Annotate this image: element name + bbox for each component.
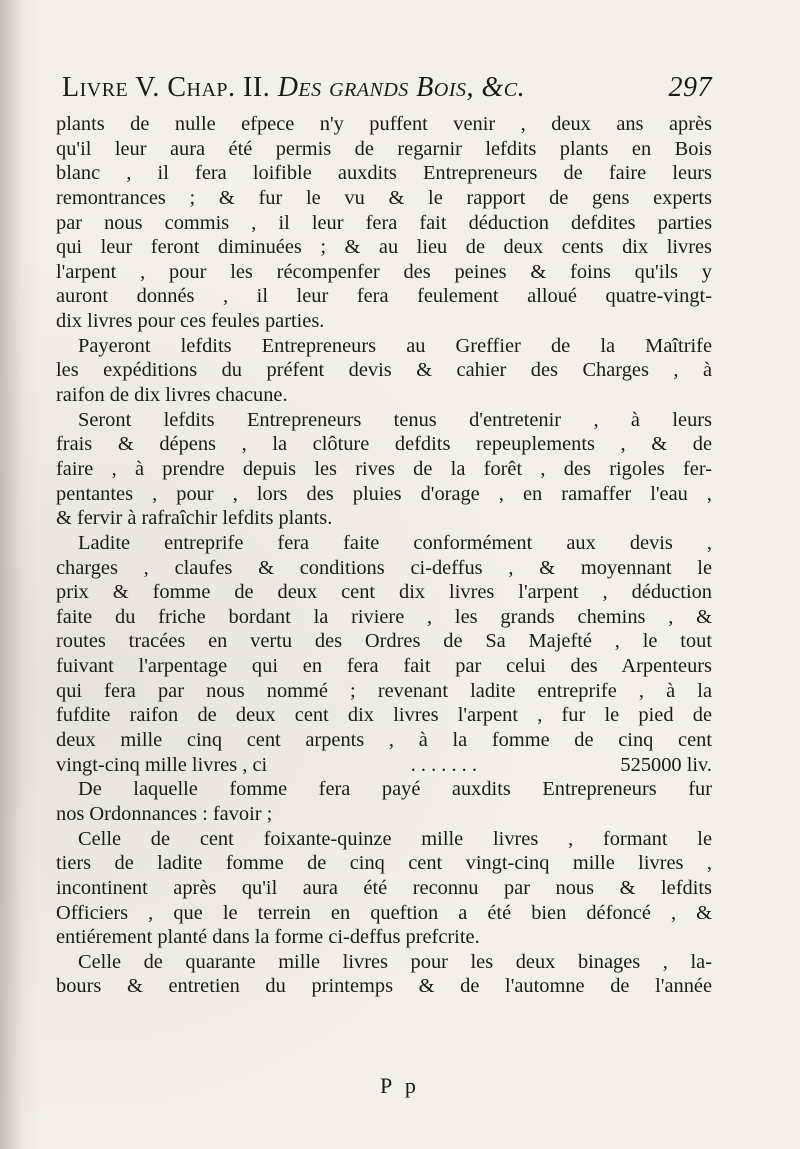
text-line: faire , à prendre depuis les rives de la forêt , des rigoles fer-	[56, 457, 712, 480]
total-amount: 525000 liv.	[620, 753, 712, 776]
text-line: Celle de quarante mille livres pour les deux binages , la-	[78, 950, 712, 973]
page-number: 297	[668, 72, 712, 103]
text-line: tiers de ladite fomme de cinq cent vingt-cinq mille livres ,	[56, 852, 712, 875]
body-lines-after-total	[56, 777, 712, 999]
text-line: routes tracées en vertu des Ordres de Sa Majefté , le tout	[56, 630, 712, 653]
body-text	[56, 112, 712, 999]
text-line: par nous commis , il leur fera fait déduction defdites parties	[56, 211, 712, 234]
text-line: fufdite raifon de deux cent dix livres l'arpent , fur le pied de	[56, 704, 712, 727]
text-line: qui leur feront diminuées ; & au lieu de deux cents dix livres	[56, 236, 712, 259]
total-leader-dots: . . . . . . .	[410, 753, 477, 776]
text-line: & fervir à rafraîchir lefdits plants.	[56, 507, 333, 530]
text-line: prix & fomme de deux cent dix livres l'arpent , déduction	[56, 581, 712, 604]
text-line: deux mille cinq cent arpents , à la fomme de cinq cent	[56, 729, 712, 752]
text-line: blanc , il fera loifible auxdits Entrepreneurs de faire leurs	[56, 162, 712, 185]
text-line: qui fera par nous nommé ; revenant ladite entreprife , à la	[56, 679, 712, 702]
text-line: auront donnés , il leur fera feulement alloué quatre-vingt-	[56, 285, 712, 308]
text-line: l'arpent , pour les récompenfer des peines & foins qu'ils y	[56, 260, 712, 283]
text-line: charges , claufes & conditions ci-deffus , & moyennant le	[56, 556, 712, 579]
text-line: raifon de dix livres chacune.	[56, 384, 288, 407]
text-line: frais & dépens , la clôture defdits repeuplements , & de	[56, 433, 712, 456]
text-line: plants de nulle efpece n'y puffent venir , deux ans après	[56, 113, 712, 135]
total-label: vingt-cinq mille livres , ci	[56, 753, 268, 776]
text-line: nos Ordonnances : favoir ;	[56, 802, 273, 825]
text-line: faite du friche bordant la riviere , les grands chemins , &	[56, 605, 712, 628]
section-title: Des grands Bois, &c.	[277, 72, 526, 103]
signature-mark: P p	[380, 1073, 420, 1098]
total-line	[56, 753, 712, 778]
text-line: qu'il leur aura été permis de regarnir lefdits plants en Bois	[56, 137, 712, 160]
text-line: Seront lefdits Entrepreneurs tenus d'entretenir , à leurs	[78, 408, 712, 431]
text-line: Payeront lefdits Entrepreneurs au Greffier de la Maîtrife	[78, 334, 712, 357]
text-line: fuivant l'arpentage qui en fera fait par celui des Arpenteurs	[56, 655, 712, 678]
text-line: remontrances ; & fur le vu & le rapport de gens experts	[56, 186, 712, 209]
text-line: Celle de cent foixante-quinze mille livres , formant le	[78, 827, 712, 850]
text-line: entiérement planté dans la forme ci-deffus prefcrite.	[56, 926, 480, 949]
text-line: incontinent après qu'il aura été reconnu par nous & lefdits	[56, 876, 712, 899]
text-line: bours & entretien du printemps & de l'automne de l'année	[56, 975, 712, 998]
book-chapter-label: Livre V. Chap. II.	[62, 72, 271, 103]
running-head	[62, 72, 712, 112]
running-head-book-chapter	[62, 72, 525, 104]
body-lines-before-total	[56, 112, 712, 753]
text-line: pentantes , pour , lors des pluies d'orage , en ramaffer l'eau ,	[56, 482, 712, 505]
text-line: Ladite entreprife fera faite conformément aux devis ,	[78, 531, 712, 554]
text-line: les expéditions du préfent devis & cahier des Charges , à	[56, 359, 712, 382]
binding-gutter-shadow	[0, 0, 22, 1149]
text-line: dix livres pour ces feules parties.	[56, 310, 325, 333]
text-line: Officiers , que le terrein en queftion a été bien défoncé , &	[56, 901, 712, 924]
text-line: De laquelle fomme fera payé auxdits Entrepreneurs fur	[78, 778, 712, 801]
